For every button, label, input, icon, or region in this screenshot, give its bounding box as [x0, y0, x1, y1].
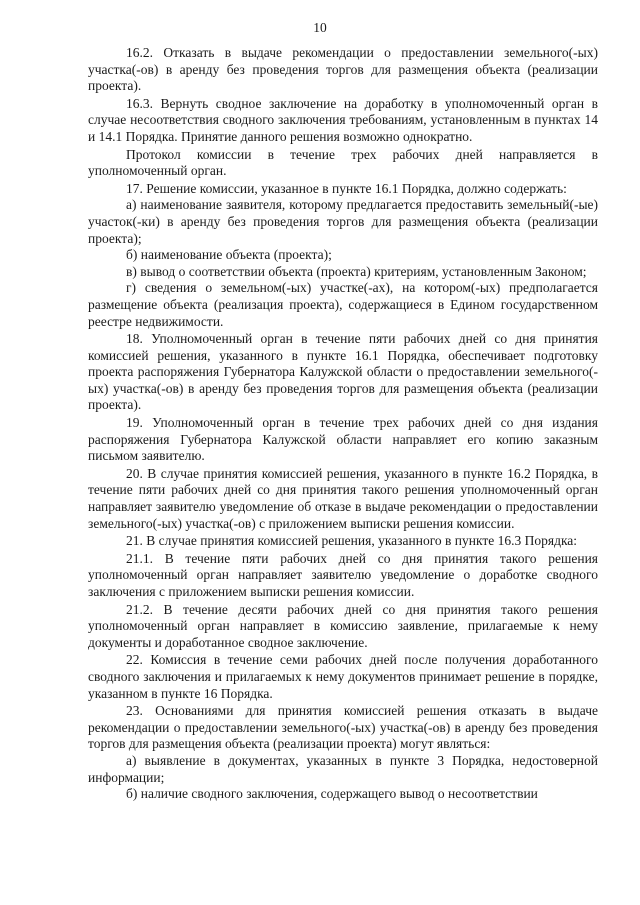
document-body — [88, 45, 598, 803]
paragraph-21-1: 21.1. В течение пяти рабочих дней со дня принятия такого решения уполномоченный орган направляет заявителю уведомление о доработке сводного заключения с приложением выписки решения комиссии. — [88, 550, 598, 599]
paragraph-23-b: б) наличие сводного заключения, содержащего вывод о несоответствии — [126, 786, 538, 802]
paragraph-23-a: а) выявление в документах, указанных в пункте 3 Порядка, недостоверной информации; — [88, 752, 598, 785]
page-number: 10 — [313, 20, 327, 35]
paragraph-17-b: б) наименование объекта (проекта); — [126, 247, 332, 263]
paragraph-21-2: 21.2. В течение десяти рабочих дней со дня принятия такого решения уполномоченный орган направляет в комиссию заявление, прилагаемые к нему документы и доработанное сводное заключение. — [88, 601, 598, 650]
paragraph-17-a: а) наименование заявителя, которому предлагается предоставить земельный(-ые) участок(-ки) в аренду без проведения торгов для размещения объекта (реализации проекта); — [88, 197, 598, 246]
paragraph-17: 17. Решение комиссии, указанное в пункте 16.1 Порядка, должно содержать: — [126, 180, 567, 196]
paragraph-16-3: 16.3. Вернуть сводное заключение на доработку в уполномоченный орган в случае несоответствия сводного заключения требованиям, установленным в пунктах 14 и 14.1 Порядка. Принятие данного решения возможно однократно. — [88, 95, 598, 144]
paragraph-20: 20. В случае принятия комиссией решения, указанного в пункте 16.2 Порядка, в течение пяти рабочих дней со дня принятия такого решения уполномоченный орган направляет заявителю уведомление об отказе в выдаче рекомендации о предоставлении земельного(-ых) участка(-ов) с приложением выписки решения комиссии. — [88, 465, 598, 531]
paragraph-protocol: Протокол комиссии в течение трех рабочих дней направляется в уполномоченный орган. — [88, 146, 598, 179]
paragraph-16-2: 16.2. Отказать в выдаче рекомендации о предоставлении земельного(-ых) участка(-ов) в аренду без проведения торгов для размещения объекта (реализации проекта). — [88, 45, 598, 94]
paragraph-23: 23. Основаниями для принятия комиссией решения отказать в выдаче рекомендации о предоставлении земельного(-ых) участка(-ов) в аренду без проведения торгов для размещения объекта (реализации проекта) могут являться: — [88, 703, 598, 752]
paragraph-17-v: в) вывод о соответствии объекта (проекта) критериям, установленным Законом; — [126, 263, 587, 279]
paragraph-22: 22. Комиссия в течение семи рабочих дней после получения доработанного сводного заключения и прилагаемых к нему документов принимает решение в порядке, указанном в пункте 16 Порядка. — [88, 652, 598, 701]
paragraph-19: 19. Уполномоченный орган в течение трех рабочих дней со дня издания распоряжения Губернатора Калужской области направляет его копию заказным письмом заявителю. — [88, 415, 598, 464]
paragraph-17-g: г) сведения о земельном(-ых) участке(-ах), на котором(-ых) предполагается размещение объекта (реализация проекта), содержащиеся в Едином государственном реестре недвижимости. — [88, 280, 598, 329]
paragraph-18: 18. Уполномоченный орган в течение пяти рабочих дней со дня принятия комиссией решения, указанного в пункте 16.1 Порядка, обеспечивает подготовку проекта распоряжения Губернатора Калужской области о предоставлении земельного(-ых) участка(-ов) в аренду без проведения торгов для размещения объекта (реализации проекта). — [88, 331, 598, 413]
paragraph-21: 21. В случае принятия комиссией решения, указанного в пункте 16.3 Порядка: — [126, 533, 578, 549]
